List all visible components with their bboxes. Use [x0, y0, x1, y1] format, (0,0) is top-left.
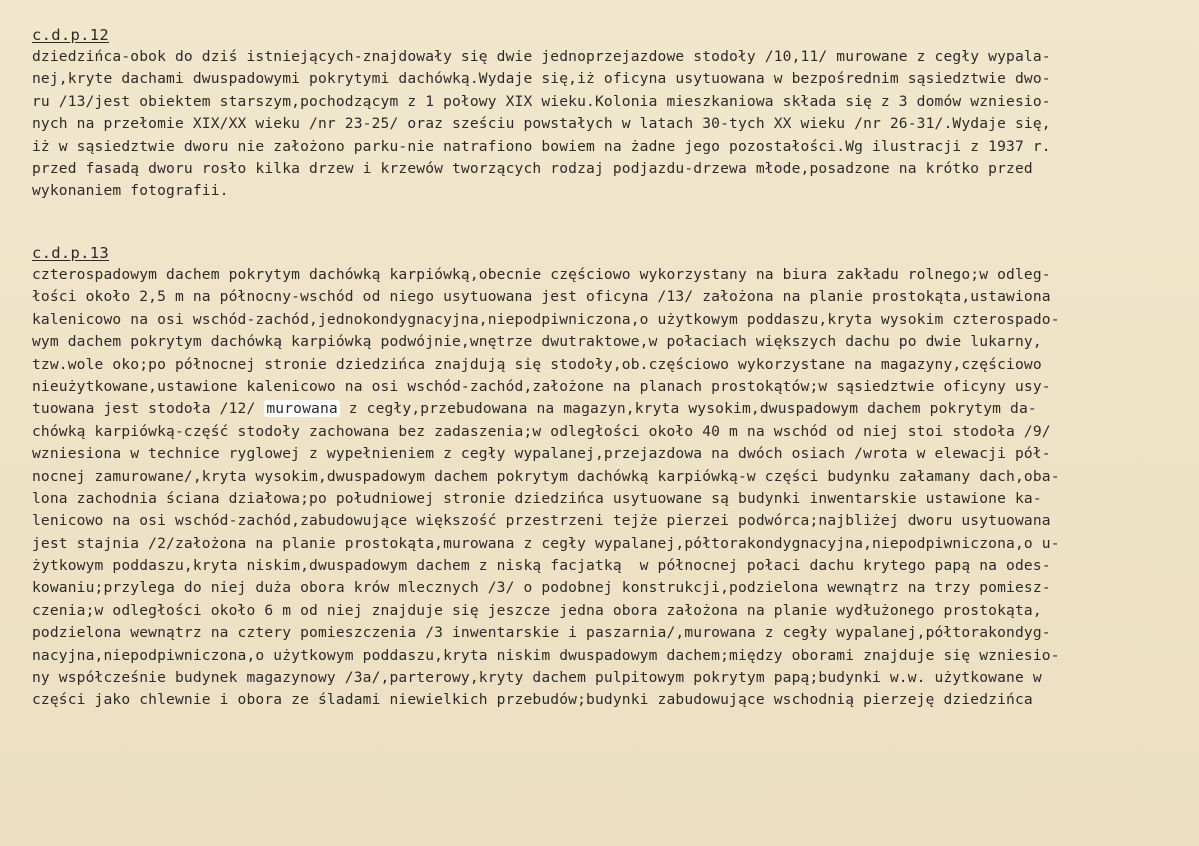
text-line: wykonaniem fotografii.: [32, 182, 229, 200]
text-line: ru /13/jest obiektem starszym,pochodzącym z 1 połowy XIX wieku.Kolonia mieszkaniowa składa się z 3 domów wzniesio-: [32, 92, 1051, 110]
text-line: dziedzińca-obok do dziś istniejących-znajdowały się dwie jednoprzejazdowe stodoły /10,11/ murowane z cegły wypala-: [32, 48, 1051, 65]
text-line: wzniesiona w technice ryglowej z wypełnieniem z cegły wypalanej,przejazdowa na dwóch osiach /wrota w elewacji pół-: [32, 445, 1051, 463]
text-segment: tuowana jest stodoła /12/: [32, 400, 265, 418]
text-line: ny współcześnie budynek magazynowy /3a/,parterowy,kryty dachem pulpitowym pokrytym papą;budynki w.w. użytkowane w: [32, 669, 1042, 687]
text-line: nacyjna,niepodpiwniczona,o użytkowym poddaszu,kryta niskim dwuspadowym dachem;między oborami znajduje się wzniesio-: [32, 646, 1060, 664]
section-heading: c.d.p.13: [32, 244, 110, 262]
text-line: [32, 398, 1192, 420]
section-body: [32, 264, 1192, 712]
text-line: żytkowym poddaszu,kryta niskim,dwuspadowym dachem z niską facjatką w północnej połaci dachu krytego papą na odes-: [32, 557, 1051, 575]
highlighted-word: murowana: [266, 400, 338, 418]
text-line: nych na przełomie XIX/XX wieku /nr 23-25/ oraz sześciu powstałych w latach 30-tych XX wieku /nr 26-31/.Wydaje się,: [32, 115, 1051, 133]
text-line: czenia;w odległości około 6 m od niej znajduje się jeszcze jedna obora założona na planie wydłużonego prostokąta,: [32, 601, 1042, 619]
text-line: części jako chlewnie i obora ze śladami niewielkich przebudów;budynki zabudowujące wschodnią pierzeję dziedzińca: [32, 691, 1033, 709]
text-line: lenicowo na osi wschód-zachód,zabudowujące większość przestrzeni tejże pierzei podwórca;najbliżej dworu usytuowana: [32, 512, 1051, 530]
text-line: łości około 2,5 m na północny-wschód od niego usytuowana jest oficyna /13/ założona na planie prostokąta,ustawiona: [32, 288, 1051, 306]
text-line: podzielona wewnątrz na cztery pomieszczenia /3 inwentarskie i paszarnia/,murowana z cegły wypalanej,półtorakondyg-: [32, 624, 1051, 642]
text-line: iż w sąsiedztwie dworu nie założono parku-nie natrafiono bowiem na żadne jego pozostałości.Wg ilustracji z 1937 r.: [32, 137, 1051, 155]
text-line: przed fasadą dworu rosło kilka drzew i krzewów tworzących rodzaj podjazdu-drzewa młode,posadzone na krótko przed: [32, 159, 1033, 177]
section-cdp-12: [32, 24, 1192, 203]
text-line: nocnej zamurowane/,kryta wysokim,dwuspadowym dachem pokrytym dachówką karpiówką-w części budynku załamany dach,oba-: [32, 467, 1060, 485]
text-line: kowaniu;przylega do niej duża obora krów mlecznych /3/ o podobnej konstrukcji,podzielona wewnątrz na trzy pomiesz-: [32, 579, 1051, 597]
text-segment: z cegły,przebudowana na magazyn,kryta wysokim,dwuspadowym dachem pokrytym da-: [339, 400, 1037, 418]
section-heading: c.d.p.12: [32, 26, 110, 44]
text-line: nej,kryte dachami dwuspadowymi pokrytymi dachówką.Wydaje się,iż oficyna usytuowana w bezpośrednim sąsiedztwie dwo-: [32, 70, 1051, 88]
text-line: kalenicowo na osi wschód-zachód,jednokondygnacyjna,niepodpiwniczona,o użytkowym poddaszu,kryta wysokim czterospado-: [32, 310, 1060, 328]
section-cdp-13: [32, 242, 1192, 712]
text-line: jest stajnia /2/założona na planie prostokąta,murowana z cegły wypalanej,półtorakondygnacyjna,niepodpiwniczona,o u-: [32, 534, 1060, 552]
text-line: czterospadowym dachem pokrytym dachówką karpiówką,obecnie częściowo wykorzystany na biura zakładu rolnego;w odleg-: [32, 266, 1051, 283]
text-line: chówką karpiówką-część stodoły zachowana bez zadaszenia;w odległości około 40 m na wschód od niej stoi stodoła /9/: [32, 422, 1051, 440]
text-line: lona zachodnia ściana działowa;po południowej stronie dziedzińca usytuowane są budynki inwentarskie ustawione ka-: [32, 489, 1042, 507]
section-body: [32, 46, 1192, 203]
text-line: nieużytkowane,ustawione kalenicowo na osi wschód-zachód,założone na planach prostokątów;w sąsiedztwie oficyny usy-: [32, 377, 1051, 395]
text-line: wym dachem pokrytym dachówką karpiówką podwójnie,wnętrze dwutraktowe,w połaciach większych dachu po dwie lukarny,: [32, 333, 1042, 351]
text-line: tzw.wole oko;po północnej stronie dziedzińca znajdują się stodoły,ob.częściowo wykorzystane na magazyny,częściowo: [32, 355, 1042, 373]
